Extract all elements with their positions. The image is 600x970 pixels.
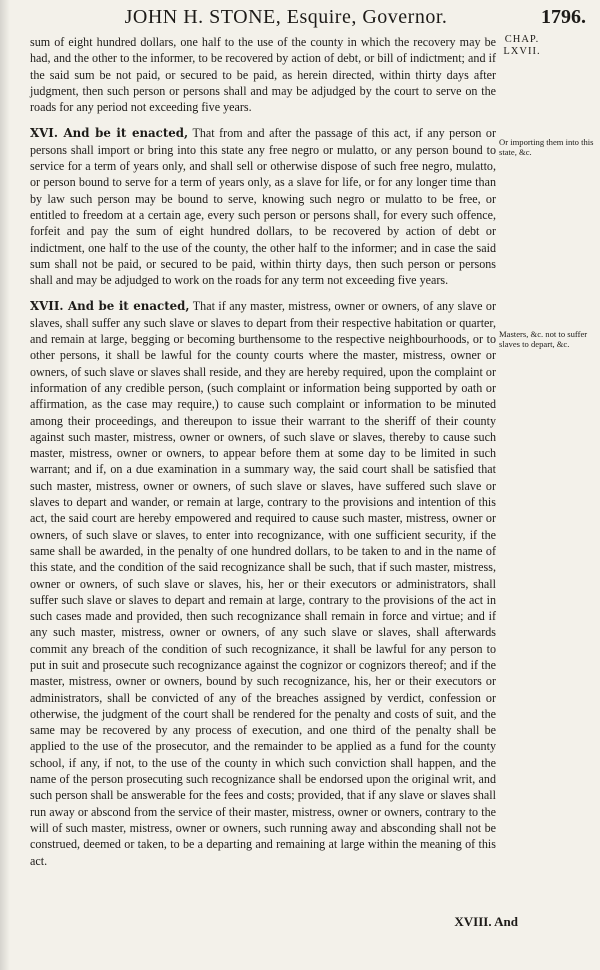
body-text (30, 34, 496, 869)
catchword: XVIII. And (454, 914, 518, 929)
section-16 (30, 125, 496, 288)
chapter-margin-note: CHAP. LXVII. (503, 34, 541, 57)
page-year: 1796. (541, 6, 586, 28)
section-17 (30, 298, 496, 868)
binding-shadow (0, 0, 10, 970)
running-title: JOHN H. STONE, Esquire, Governor. (124, 6, 448, 28)
section-17-text: That if any master, mistress, owner or owners, of any slave or slaves, shall suffer any such slave or slaves to depart from their respective habitation or quarter, and remain at large, begging or becoming burthensome to the respective neighbourhoods, or to other persons, it shall be lawful for the county courts where the master, mistress, owner or owners, of such slave or slaves shall reside, and they are hereby required, upon the complaint or information of any credible person, (such complaint or information being supported by oath or affirmation, as the case may require,) to cause such complaint or information to be minuted among their proceedings, and thereupon to issue their warrant to the sheriff of their county against such master, mistress, owner or owners, of such slave or slaves, thereby to cause such master, mistress, owner or owners, to appear before them at some day to be limited in such warrant; and if, on a due examination in a summary way, the said court shall be satisfied that such master, mistress, owner or owners, of such slave or slaves, have suffered such slave or slaves to depart and wander, or remain at large, contrary to the provisions and intention of this act, the said court are hereby empowered and required to cause such master, mistress, owner or owners, of such slave or slaves, to enter into recognizance, with one sufficient security, if the same shall be awarded, in the penalty of one hundred dollars, to be taken to and in the name of this state, and the condition of the said recognizance shall be such, that if such master, mistress, owner or owners, of such slave or slaves, his, her or their executors or administrators, shall suffer such slave or slaves to depart and remain at large, contrary to the provisions of the act in such cases made and provided, then such recognizance shall remain in force and virtue; and if any such master, mistress, owner or owners, of any such slave or slaves, shall afterwards commit any breach of the condition of such recognizance, it shall be lawful for any person to put in suit and prosecute such recognizance against the cognizor or cognizors thereof; and if the master, mistress, owner or owners, bound by such recognizance, his, her or their executors or administrators, shall be convicted of any of the breaches assigned by verdict, confession or otherwise, the judgment of the court shall be rendered for the penalty and costs of suit, and the same may be recovered by any process of execution, and one third of the penalty shall be applied to the use of the prosecutor, and the remainder to be applied as a fund for the county school, if any, if not, to the use of the county in which such conviction shall happen, and the name of the person prosecuting such recognizance shall be endorsed upon the original writ, and such person shall be answerable for the fees and costs; provided, that if any slave or slaves shall run away or abscond from the service of their master, mistress, owner or owners, contrary to the will of such master, mistress, owner or owners, such running away and absconding shall not be construed, deemed or taken, to be a departing and remaining at large within the meaning of this act. (30, 299, 496, 868)
page-header (38, 6, 594, 34)
section-16-text: That from and after the passage of this act, if any person or persons shall import or bring into this state any free negro or mulatto, or any person bound to service for a term of years only, and shall sell or otherwise dispose of such free negro, mulatto, or person bound to serve for a term of years only, as a slave for life, or for any longer time than by law such person may be bound to serve, knowing such negro or mulatto to be free, or entitled to freedom at a certain age, every such person or persons shall, for every such offence, forfeit and pay the sum of eight hundred dollars, to be recovered by action of debt or indictment, one half to the use of the county, the other half to the informer; and in case the said sum shall not be paid, or secured to be paid, within thirty days, then such person or persons shall and may be adjudged to work on the roads for any term not exceeding five years. (30, 126, 497, 288)
section-17-label: XVII. And be it enacted, (30, 299, 190, 314)
margin-note-section-17: Masters, &c. not to suffer slaves to depart, &c. (499, 329, 588, 349)
paragraph-continuation: sum of eight hundred dollars, one half to the use of the county in which the recovery may be had, and the other to the informer, to be recovered by action of debt, or bill of indictment; and if the said sum be not paid, or secured to be paid, as herein directed, within thirty days after judgment, then such person or persons shall and may be adjudged by the court to serve on the roads for any period not exceeding five years. (30, 35, 496, 115)
section-16-label: XVI. And be it enacted, (30, 126, 189, 141)
margin-note-section-16: Or importing them into this state, &c. (499, 137, 594, 157)
